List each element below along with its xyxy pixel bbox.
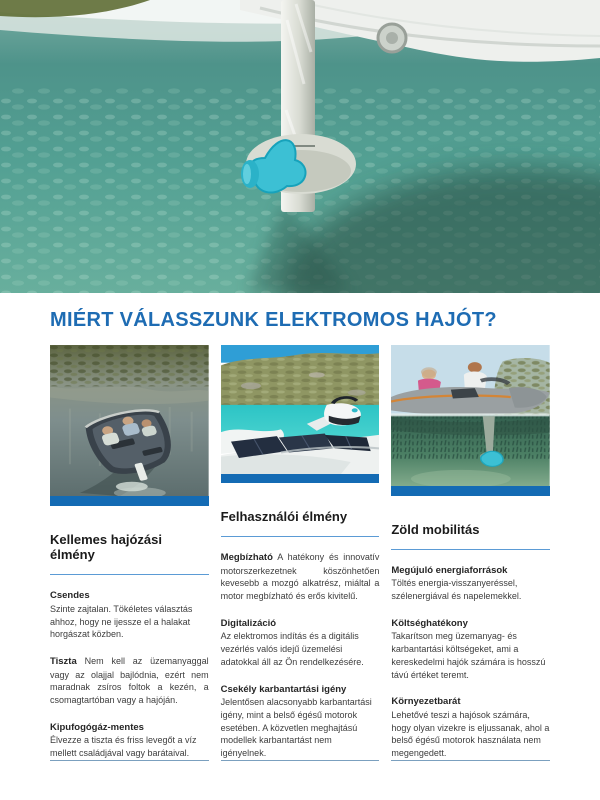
feature-text: Élvezze a tiszta és friss levegőt a víz mellett családjával vagy barátaival. — [50, 735, 197, 759]
feature-title: Költséghatékony — [391, 617, 468, 629]
feature-text: Nem kell az üzemanyaggal vagy az olajjal bajlódnia, ezért nem maradnak zsíros foltok a kezén, a csomagtartóban vagy a hajóján. — [50, 656, 209, 706]
feature-columns — [0, 345, 600, 769]
accent-bar — [221, 474, 380, 483]
column-bottom-rule — [50, 760, 209, 761]
feature-text: Töltés energia-visszanyeréssel, szélenergiával és napelemekkel. — [391, 578, 522, 602]
feature-title: Megbízható — [220, 552, 273, 564]
feature-section — [50, 721, 209, 760]
feature-section — [221, 683, 380, 760]
feature-section — [221, 617, 380, 669]
column-user-experience — [221, 345, 380, 769]
lake-boat-photo — [50, 345, 209, 496]
feature-text: Az elektromos indítás és a digitális vezérlés valós idejű üzemelési adatokkal áll az Ön rendelkezésére. — [220, 631, 364, 667]
column-title: Felhasználói élmény — [220, 509, 348, 525]
feature-title: Kipufogógáz-mentes — [50, 721, 144, 733]
feature-title: Megújuló energiaforrások — [391, 564, 508, 576]
feature-text: Szinte zajtalan. Tökéletes választás ahhoz, hogy ne ijessze el a halakat horgászat közben. — [50, 603, 193, 640]
column-green-mobility — [391, 345, 550, 769]
title-underline — [50, 574, 209, 575]
feature-title: Környezetbarát — [391, 696, 461, 708]
column-title: Kellemes hajózási élmény — [50, 532, 162, 563]
feature-title: Digitalizáció — [220, 617, 277, 629]
feature-section — [50, 655, 209, 707]
column-pleasant-boating — [50, 345, 209, 769]
feature-text: Jelentősen alacsonyabb karbantartási igény, mint a belső égésű motorok esetében. A közvetlen meghajtású modellek karbantartást nem igényelnek. — [220, 697, 372, 759]
solar-boat-photo — [221, 345, 380, 474]
column-bottom-rule — [391, 760, 550, 761]
feature-text: A hatékony és innovatív motorszerkezetnek köszönhetően kevesebb a mozgó alkatrész, miáltal a motor megbízható és erős kivitelű. — [220, 552, 380, 602]
feature-section — [391, 695, 550, 760]
feature-section — [50, 589, 209, 641]
feature-title: Csendes — [50, 590, 90, 602]
column-title: Zöld mobilitás — [391, 521, 480, 537]
feature-text: Lehetővé teszi a hajósok számára, hogy olyan vizekre is eljussanak, ahol a belső égésű motorok használata nem megengedett. — [391, 709, 550, 759]
feature-text: Takarítson meg üzemanyag- és karbantartási költségeket, ami a kereskedelmi hajók számára is hosszú távú értéket teremt. — [391, 631, 546, 680]
hero-photo — [0, 0, 600, 293]
feature-title: Csekély karbantartási igény — [220, 683, 347, 695]
title-underline — [221, 536, 380, 537]
split-water-photo — [391, 345, 550, 486]
accent-bar — [391, 486, 550, 496]
accent-bar — [50, 496, 209, 506]
feature-section — [221, 551, 380, 603]
title-underline — [391, 549, 550, 550]
feature-section — [391, 564, 550, 603]
feature-section — [391, 617, 550, 682]
feature-title: Tiszta — [50, 656, 77, 668]
column-bottom-rule — [221, 760, 380, 761]
page-title: MIÉRT VÁLASSZUNK ELEKTROMOS HAJÓT? — [50, 309, 497, 331]
